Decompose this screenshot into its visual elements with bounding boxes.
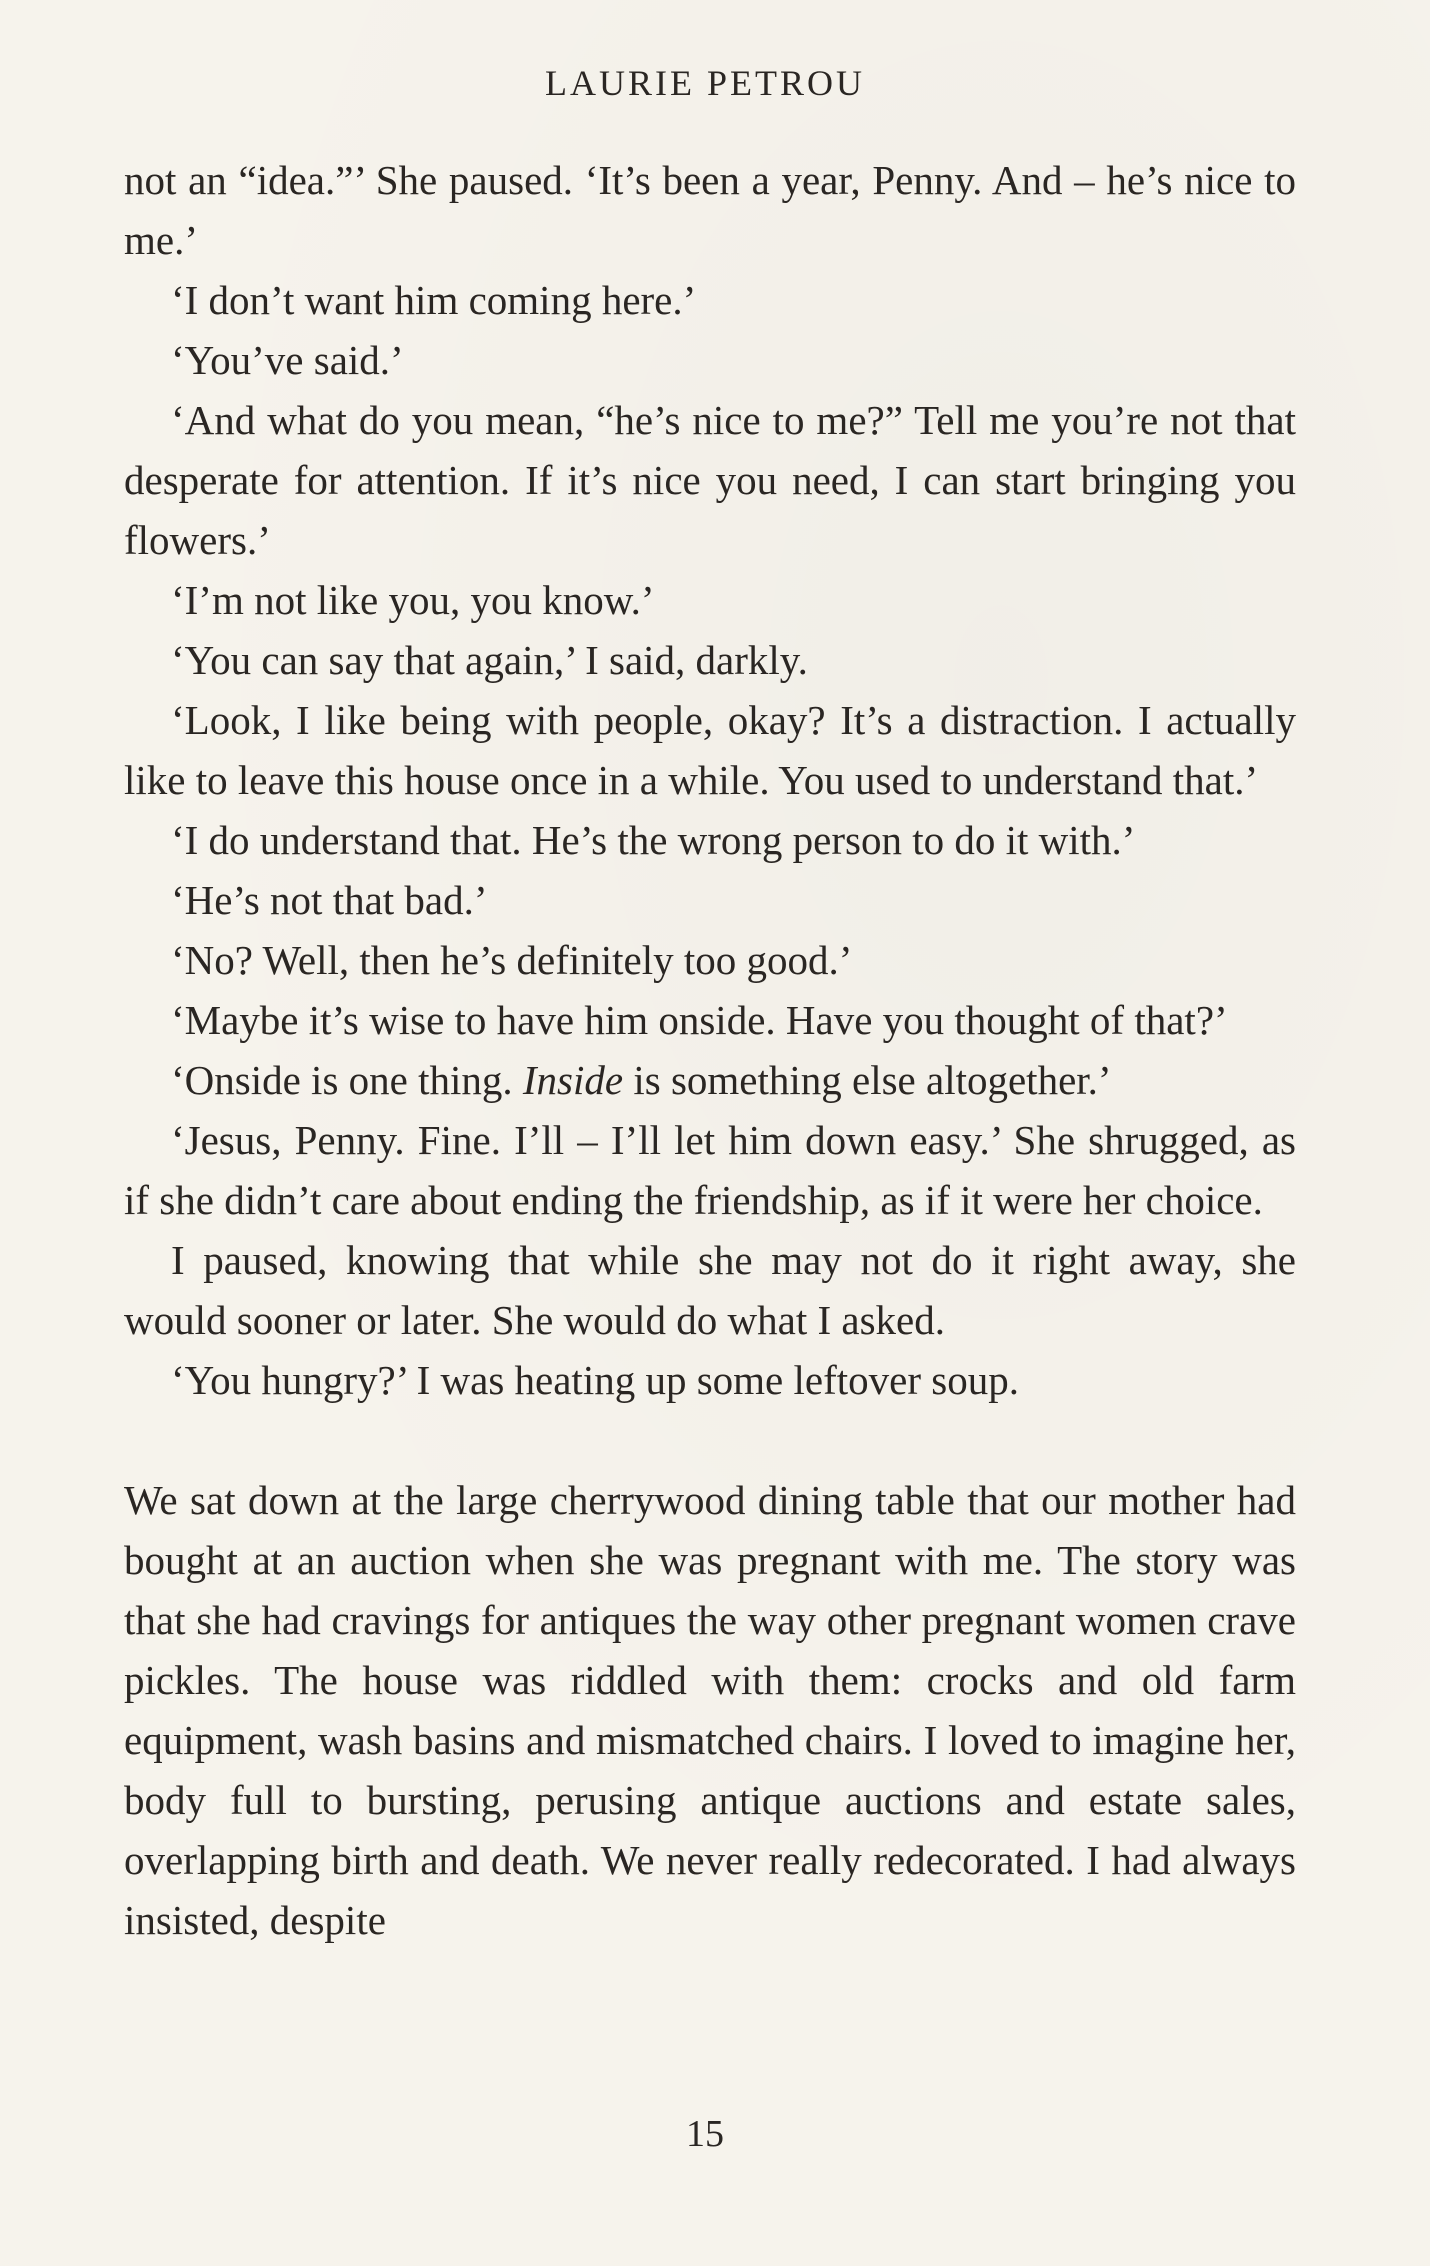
paragraph: ‘I do understand that. He’s the wrong person to do it with.’ — [171, 817, 1136, 863]
paragraph: ‘I’m not like you, you know.’ — [171, 577, 655, 623]
paragraph: ‘And what do you mean, “he’s nice to me?” Tell me you’re not that desperate for attention. If it’s nice you need, I can start bringing you flowers.’ — [124, 397, 1296, 563]
paragraph-with-emphasis — [124, 1050, 1296, 1110]
page-number: 15 — [686, 2113, 724, 2155]
paragraph: ‘I don’t want him coming here.’ — [171, 277, 697, 323]
paragraph: ‘He’s not that bad.’ — [171, 877, 488, 923]
paragraph: ‘Jesus, Penny. Fine. I’ll – I’ll let him down easy.’ She shrugged, as if she didn’t care about ending the friendship, as if it were her choice. — [124, 1117, 1296, 1223]
italic-word: Inside — [522, 1057, 624, 1103]
paragraph: ‘You’ve said.’ — [171, 337, 404, 383]
paragraph: ‘You can say that again,’ I said, darkly. — [171, 637, 808, 683]
paragraph: ‘No? Well, then he’s definitely too good.’ — [171, 937, 853, 983]
paragraph: I paused, knowing that while she may not do it right away, she would sooner or later. She would do what I asked. — [124, 1237, 1296, 1343]
paragraph-continued: not an “idea.”’ She paused. ‘It’s been a year, Penny. And – he’s nice to me.’ — [124, 157, 1296, 263]
section-start-paragraph: We sat down at the large cherrywood dining table that our mother had bought at an auction when she was pregnant with me. The story was that she had cravings for antiques the way other pregnant women crave pickles. The house was riddled with them: crocks and old farm equipment, wash basins and mismatched chairs. I loved to imagine her, body full to bursting, perusing antique auctions and estate sales, overlapping birth and death. We never really redecorated. I had always insisted, despite — [124, 1477, 1296, 1943]
paragraph-text: ‘Onside is one thing. — [171, 1057, 523, 1103]
paragraph: ‘Maybe it’s wise to have him onside. Have you thought of that?’ — [171, 997, 1228, 1043]
running-head: LAURIE PETROU — [545, 63, 865, 103]
paragraph-text: is something else altogether.’ — [623, 1057, 1112, 1103]
body-text — [124, 150, 1296, 1950]
paragraph: ‘You hungry?’ I was heating up some leftover soup. — [171, 1357, 1019, 1403]
paragraph: ‘Look, I like being with people, okay? It’s a distraction. I actually like to leave this house once in a while. You used to understand that.’ — [124, 697, 1296, 803]
